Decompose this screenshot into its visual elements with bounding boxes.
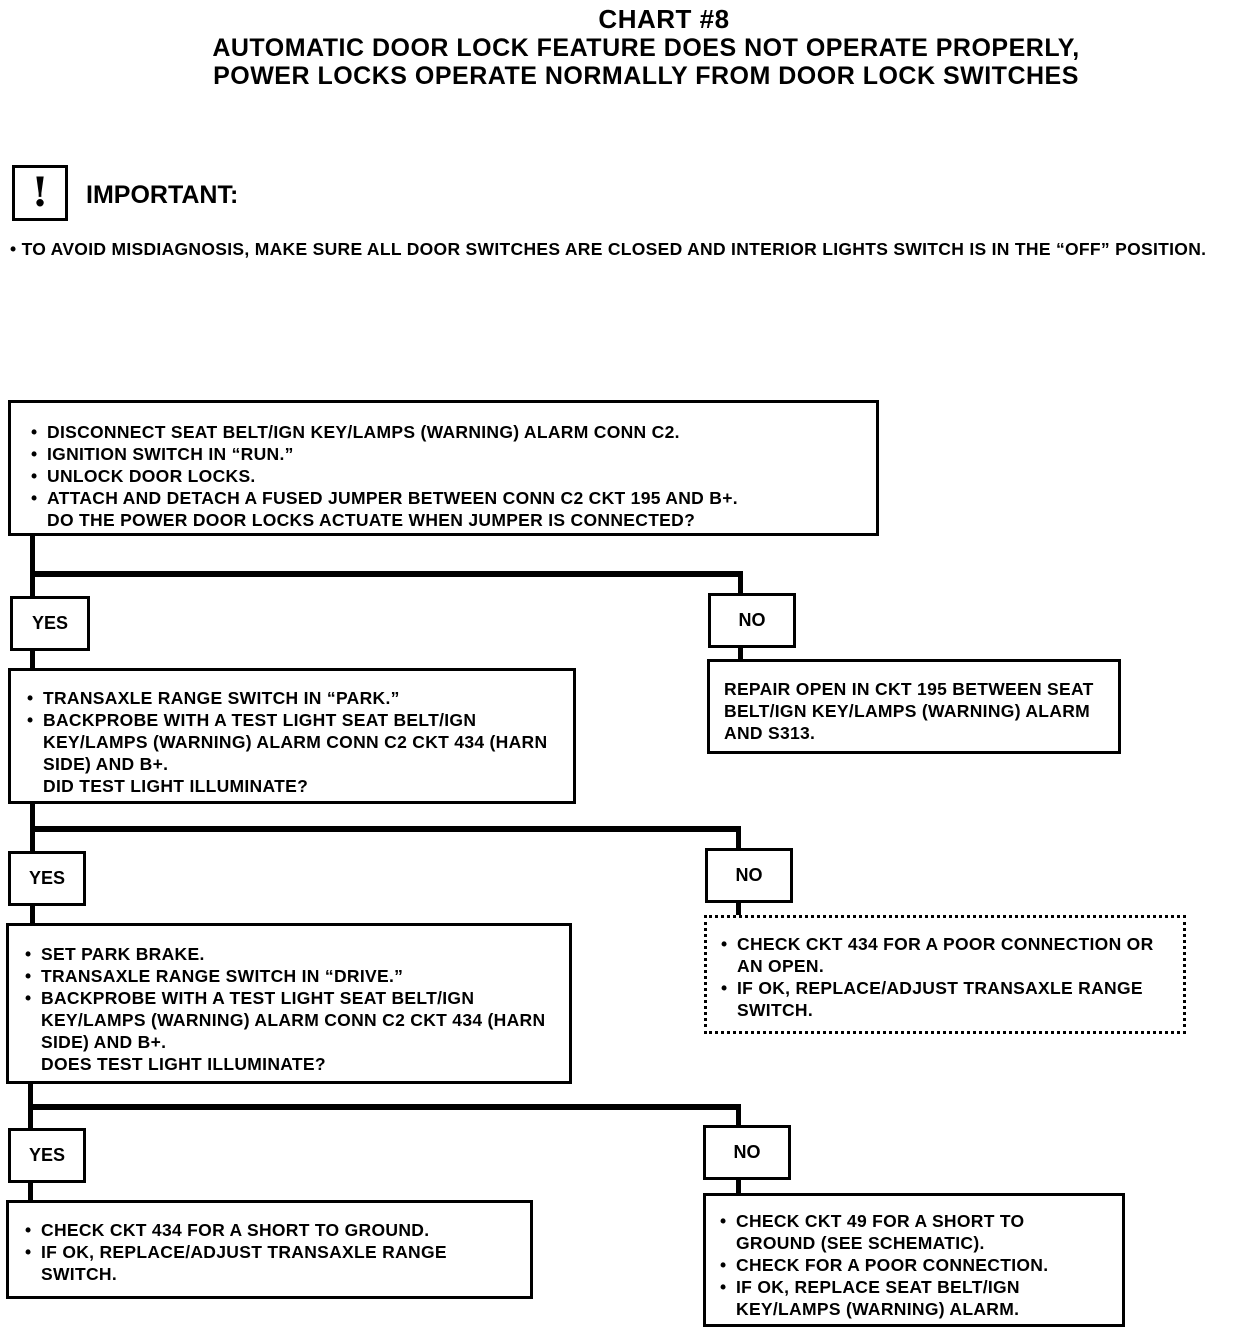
chart-number: CHART #8 xyxy=(598,4,730,34)
connector-line xyxy=(30,826,741,832)
step3-item: • SET PARK BRAKE. xyxy=(25,943,560,965)
step3-yes-label: YES xyxy=(8,1128,86,1183)
connector-line xyxy=(738,571,743,595)
step2-no-box xyxy=(704,915,1186,1034)
step3-item: • TRANSAXLE RANGE SWITCH IN “DRIVE.” xyxy=(25,965,560,987)
important-label: IMPORTANT: xyxy=(86,181,239,209)
title-line-2: POWER LOCKS OPERATE NORMALLY FROM DOOR LOCK SWITCHES xyxy=(213,62,1079,90)
step1-question: DO THE POWER DOOR LOCKS ACTUATE WHEN JUMPER IS CONNECTED? xyxy=(47,510,696,530)
step1-item: • ATTACH AND DETACH A FUSED JUMPER BETWEEN CONN C2 CKT 195 AND B+. xyxy=(31,487,876,509)
step3-question: DOES TEST LIGHT ILLUMINATE? xyxy=(41,1054,326,1074)
step2-box xyxy=(8,668,576,804)
connector-line xyxy=(28,1104,741,1110)
step1-yes-label: YES xyxy=(10,596,90,651)
step3-yes-box xyxy=(6,1200,533,1299)
step3-no-label: NO xyxy=(703,1125,791,1180)
step3-no-item: • CHECK FOR A POOR CONNECTION. xyxy=(720,1254,1105,1276)
step3-no-box xyxy=(703,1193,1125,1327)
important-note: • TO AVOID MISDIAGNOSIS, MAKE SURE ALL DOOR SWITCHES ARE CLOSED AND INTERIOR LIGHTS SWITCH IS IN THE “OFF” POSITION. xyxy=(10,239,1207,259)
step3-no-item: • CHECK CKT 49 FOR A SHORT TO GROUND (SEE SCHEMATIC). xyxy=(720,1210,1105,1254)
connector-line xyxy=(30,534,35,598)
step3-box xyxy=(6,923,572,1084)
step1-no-label: NO xyxy=(708,593,796,648)
step2-question: DID TEST LIGHT ILLUMINATE? xyxy=(43,776,309,796)
step2-no-label: NO xyxy=(705,848,793,903)
step1-item: • DISCONNECT SEAT BELT/IGN KEY/LAMPS (WARNING) ALARM CONN C2. xyxy=(31,421,876,443)
step1-item: • UNLOCK DOOR LOCKS. xyxy=(31,465,876,487)
step2-item: • TRANSAXLE RANGE SWITCH IN “PARK.” xyxy=(27,687,562,709)
step1-no-text: REPAIR OPEN IN CKT 195 BETWEEN SEAT BELT/IGN KEY/LAMPS (WARNING) ALARM AND S313. xyxy=(724,679,1094,743)
important-icon: ! xyxy=(12,165,68,221)
step1-no-box xyxy=(707,659,1121,754)
connector-line xyxy=(30,650,35,670)
step2-no-item: • IF OK, REPLACE/ADJUST TRANSAXLE RANGE SWITCH. xyxy=(721,977,1161,1021)
step3-yes-item: • IF OK, REPLACE/ADJUST TRANSAXLE RANGE SWITCH. xyxy=(25,1241,515,1285)
step2-yes-label: YES xyxy=(8,851,86,906)
step2-no-item: • CHECK CKT 434 FOR A POOR CONNECTION OR AN OPEN. xyxy=(721,933,1161,977)
step3-item: • BACKPROBE WITH A TEST LIGHT SEAT BELT/IGN KEY/LAMPS (WARNING) ALARM CONN C2 CKT 434 (HARN SIDE) AND B+. xyxy=(25,987,560,1053)
connector-line xyxy=(736,826,741,850)
step3-yes-item: • CHECK CKT 434 FOR A SHORT TO GROUND. xyxy=(25,1219,515,1241)
connector-line xyxy=(30,571,743,577)
step2-item: • BACKPROBE WITH A TEST LIGHT SEAT BELT/IGN KEY/LAMPS (WARNING) ALARM CONN C2 CKT 434 (HARN SIDE) AND B+. xyxy=(27,709,562,775)
step1-item: • IGNITION SWITCH IN “RUN.” xyxy=(31,443,876,465)
step1-box xyxy=(8,400,879,536)
step3-no-item: • IF OK, REPLACE SEAT BELT/IGN KEY/LAMPS (WARNING) ALARM. xyxy=(720,1276,1105,1320)
title-line-1: AUTOMATIC DOOR LOCK FEATURE DOES NOT OPERATE PROPERLY, xyxy=(212,34,1080,62)
